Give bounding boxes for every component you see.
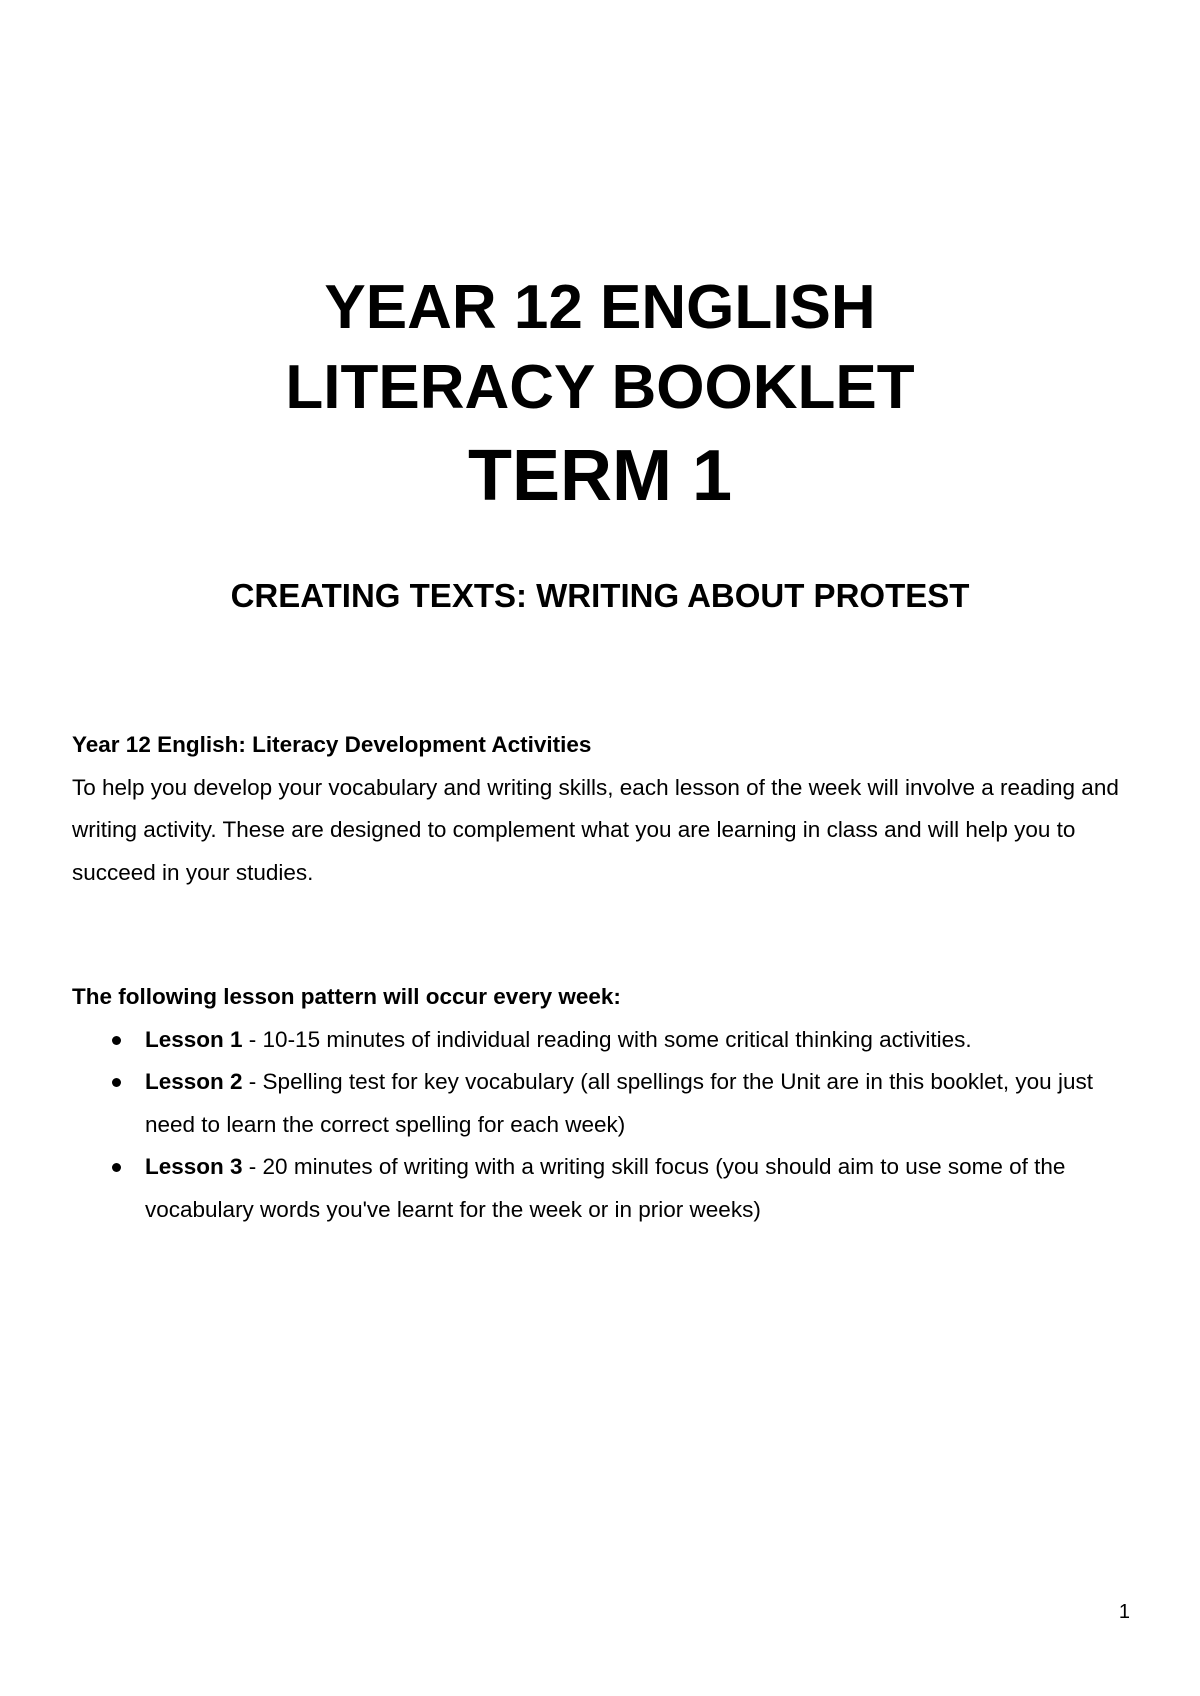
title-line-2: LITERACY BOOKLET [285,353,915,422]
lesson-name: Lesson 1 [145,1026,243,1052]
subtitle: CREATING TEXTS: WRITING ABOUT PROTEST [230,577,970,614]
bullet-icon [112,1163,121,1172]
bullet-icon [112,1036,121,1045]
lesson-list [72,1019,1132,1232]
intro-paragraph: To help you develop your vocabulary and writing skills, each lesson of the week will involve a reading and writing activity. These are designed to complement what you are learning in class and will help you to succeed in your studies. [72,774,1119,885]
intro-heading: Year 12 English: Literacy Development Activities [72,732,592,757]
lesson-name: Lesson 3 [145,1154,243,1179]
lesson-name: Lesson 2 [145,1069,243,1094]
title-line-1: YEAR 12 ENGLISH [324,273,876,342]
lesson-description: - 20 minutes of writing with a writing skill focus (you should aim to use some of the vocabulary words you've learnt for the week or in prior weeks) [145,1154,1066,1222]
intro-section [72,724,1132,894]
bullet-icon [112,1078,121,1087]
lesson-pattern-heading: The following lesson pattern will occur every week: [72,984,621,1009]
lesson-description: - 10-15 minutes of individual reading with some critical thinking activities. [242,1026,972,1052]
list-item [72,1019,1132,1062]
list-item [72,1146,1132,1231]
lesson-pattern-section [72,976,1132,1231]
title-block [0,268,1200,524]
list-item [72,1061,1132,1146]
term-heading: TERM 1 [467,436,733,516]
lesson-description: - Spelling test for key vocabulary (all spellings for the Unit are in this booklet, you just need to learn the correct spelling for each week) [145,1069,1093,1137]
page-number: 1 [1118,1601,1130,1623]
